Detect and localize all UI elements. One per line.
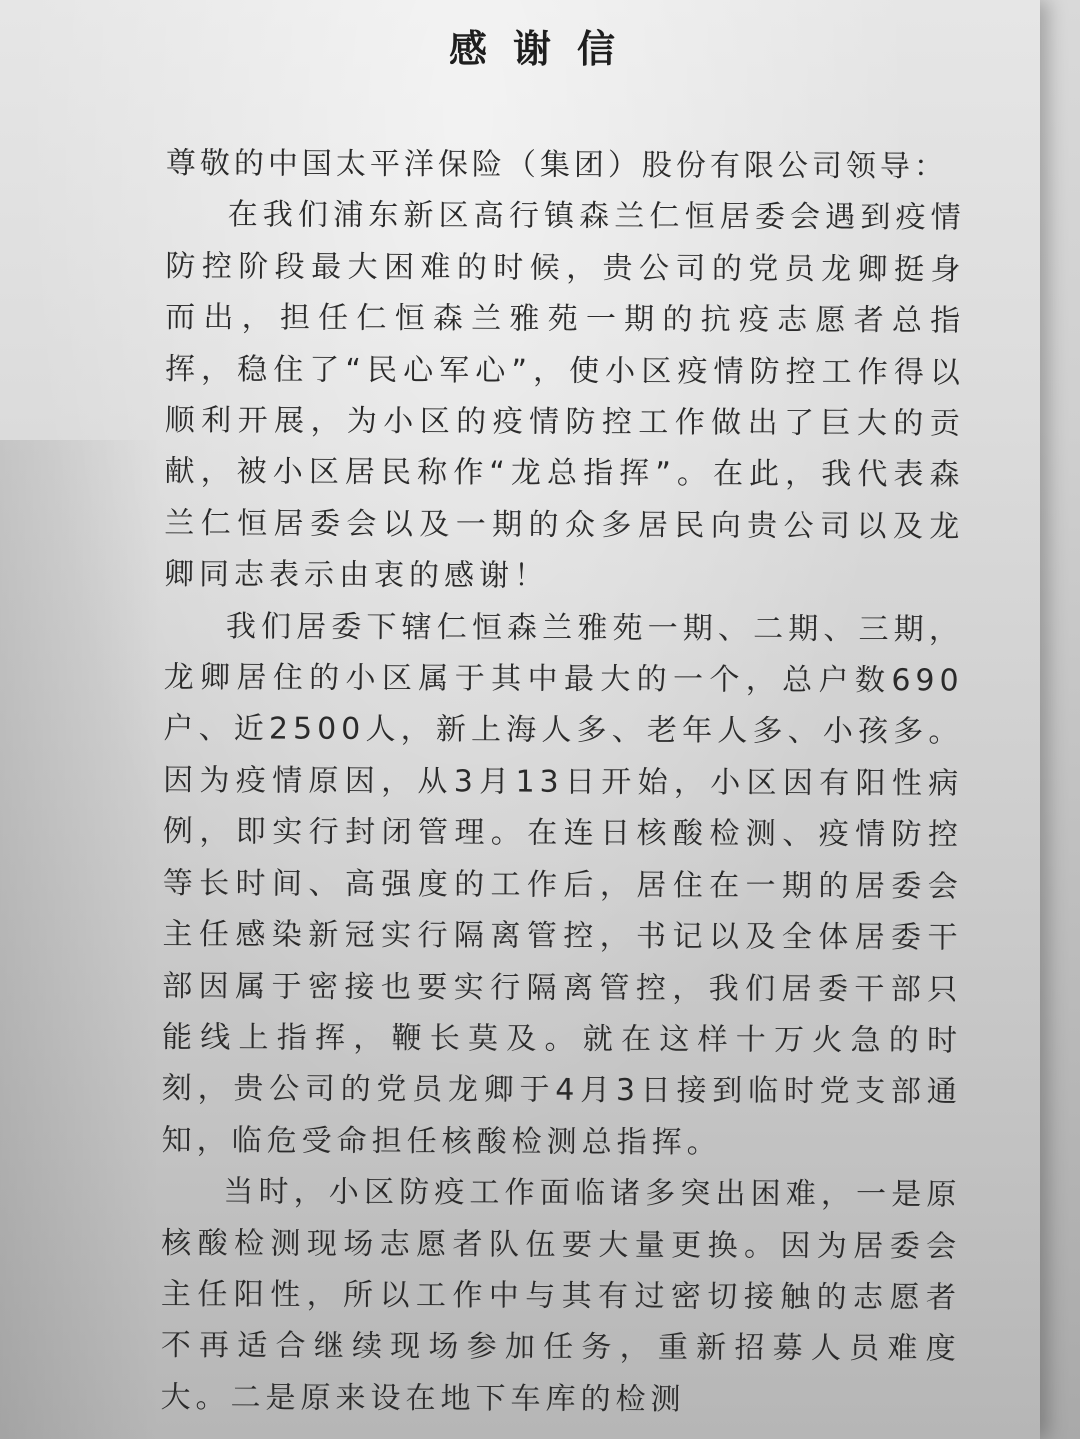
letter-paragraph-2: 我们居委下辖仁恒森兰雅苑一期、二期、三期，龙卿居住的小区属于其中最大的一个，总户数690户、近2500人，新上海人多、老年人多、小孩多。因为疫情原因，从3月13日开始，小区因有阳性病例，即实行封闭管理。在连日核酸检测、疫情防控等长时间、高强度的工作后，居住在一期的居委会主任感染新冠实行隔离管控，书记以及全体居委干部因属于密接也要实行隔离管控，我们居委干部只能线上指挥，鞭长莫及。就在这样十万火急的时刻，贵公司的党员龙卿于4月3日接到临时党支部通知，临危受命担任核酸检测总指挥。 bbox=[161, 608, 964, 1161]
letter-body bbox=[160, 138, 966, 1427]
letter-paragraph-1: 在我们浦东新区高行镇森兰仁恒居委会遇到疫情防控阶段最大困难的时候，贵公司的党员龙卿挺身而出，担任仁恒森兰雅苑一期的抗疫志愿者总指挥，稳住了“民心军心”，使小区疫情防控工作得以顺利开展，为小区的疫情防控工作做出了巨大的贡献，被小区居民称作“龙总指挥”。在此，我代表森兰仁恒居委会以及一期的众多居民向贵公司以及龙卿同志表示由衷的感谢！ bbox=[164, 197, 966, 594]
letter-salutation: 尊敬的中国太平洋保险（集团）股份有限公司领导： bbox=[165, 145, 948, 185]
letter-title: 感谢信 bbox=[448, 26, 641, 71]
letter-paragraph-3: 当时，小区防疫工作面临诸多突出困难，一是原核酸检测现场志愿者队伍要大量更换。因为居委会主任阳性，所以工作中与其有过密切接触的志愿者不再适合继续现场参加任务，重新招募人员难度大。二是原来设在地下车库的检测 bbox=[160, 1174, 962, 1418]
